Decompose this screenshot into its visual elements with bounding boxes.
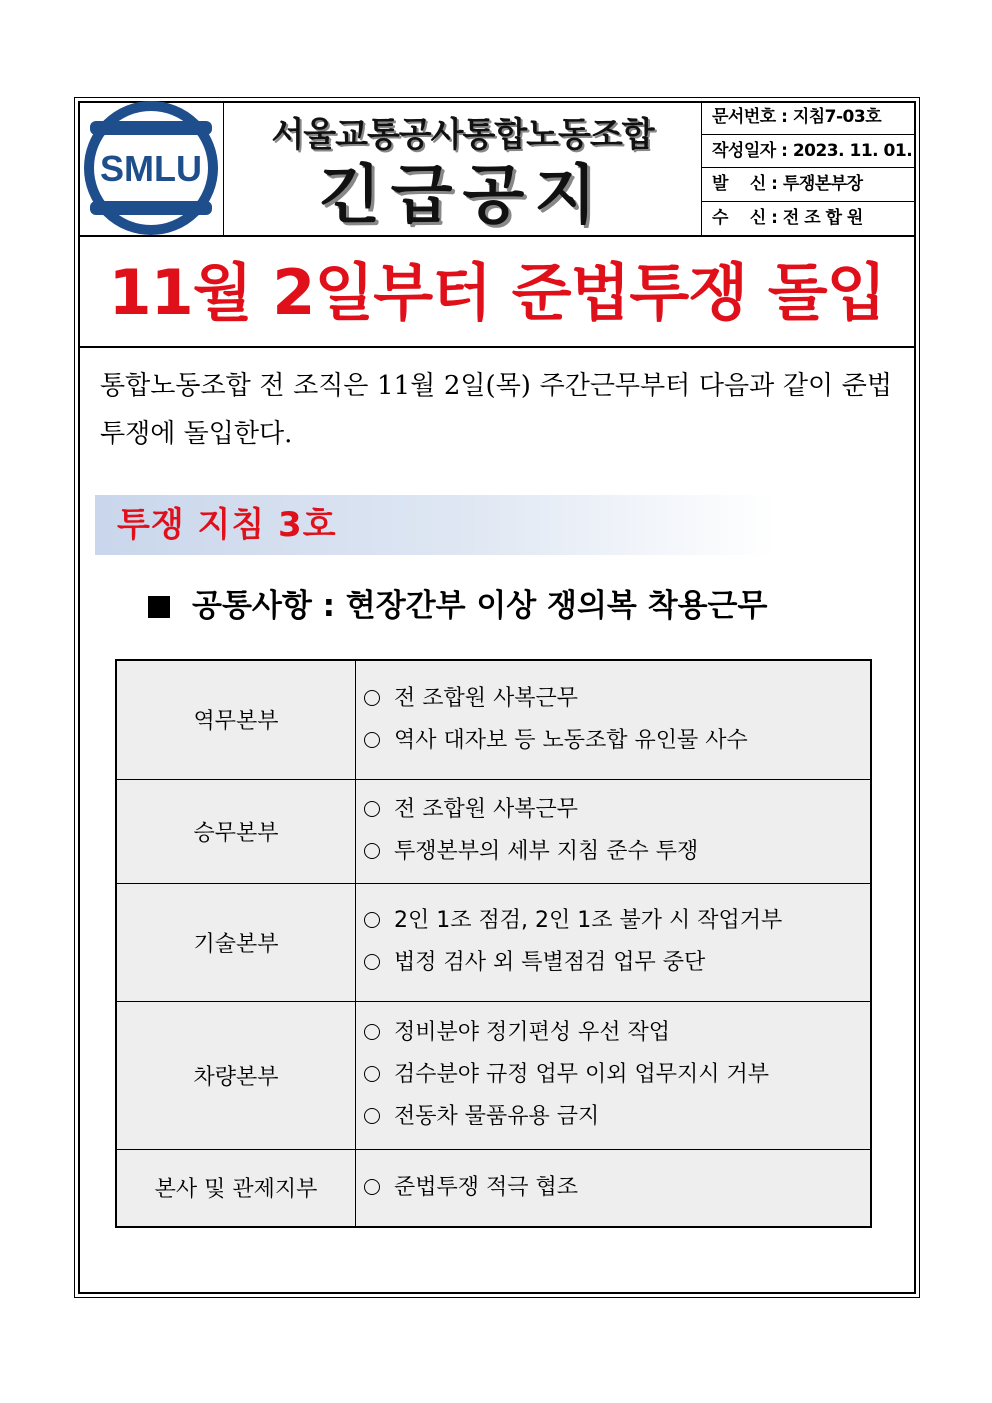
guideline-table <box>115 659 872 1228</box>
item-text: 전 조합원 사복근무 <box>394 797 579 822</box>
list-item <box>364 789 862 831</box>
list-item <box>364 678 862 720</box>
logo-text: SMLU <box>100 148 202 189</box>
dept-cell: 역무본부 <box>116 660 356 779</box>
circle-bullet-icon <box>364 801 380 817</box>
item-text: 법정 검사 외 특별점검 업무 중단 <box>394 950 706 975</box>
item-text: 전 조합원 사복근무 <box>394 685 579 711</box>
item-text: 전동차 물품유용 금지 <box>394 1104 600 1129</box>
meta-recipient: 수 신 : 전 조 합 원 <box>712 207 863 228</box>
circle-bullet-icon <box>364 1179 380 1195</box>
item-text: 투쟁본부의 세부 지침 준수 투쟁 <box>394 839 699 864</box>
table-row <box>116 779 871 883</box>
dept-cell: 본사 및 관제지부 <box>116 1149 356 1227</box>
list-item <box>364 831 862 873</box>
circle-bullet-icon <box>364 732 380 748</box>
headline-box <box>78 237 916 348</box>
list-item <box>364 900 862 942</box>
list-item <box>364 942 862 984</box>
headline: 11월 2일부터 준법투쟁 돌입 <box>108 256 886 329</box>
notice-title: 긴급공지 <box>318 159 607 233</box>
smlu-logo <box>78 101 224 235</box>
circle-bullet-icon <box>364 690 380 706</box>
items-cell <box>356 660 872 779</box>
item-text: 정비분야 정기편성 우선 작업 <box>394 1020 671 1045</box>
list-item <box>364 720 862 762</box>
meta-date: 작성일자 : 2023. 11. 01. <box>702 135 916 169</box>
items-cell <box>356 779 872 883</box>
items-cell <box>356 883 872 1001</box>
meta-sender: 발 신 : 투쟁본부장 <box>702 168 916 202</box>
list-item <box>364 1012 862 1054</box>
black-square-icon <box>148 596 170 618</box>
org-name: 서울교통공사통합노동조합 <box>271 115 654 155</box>
circle-bullet-icon <box>364 954 380 970</box>
circle-bullet-icon <box>364 1024 380 1040</box>
table-row <box>116 660 871 779</box>
items-cell <box>356 1001 872 1149</box>
item-text: 준법투쟁 적극 협조 <box>394 1174 579 1200</box>
dept-cell: 차량본부 <box>116 1001 356 1149</box>
section-banner <box>95 495 775 555</box>
document-meta <box>702 101 916 235</box>
dept-cell: 승무본부 <box>116 779 356 883</box>
dept-cell: 기술본부 <box>116 883 356 1001</box>
list-item <box>364 1096 862 1138</box>
item-text: 역사 대자보 등 노동조합 유인물 사수 <box>394 727 748 753</box>
circle-bullet-icon <box>364 843 380 859</box>
items-cell <box>356 1149 872 1227</box>
common-matters-text: 공통사항 : 현장간부 이상 쟁의복 착용근무 <box>192 588 768 624</box>
logo-cell <box>78 101 224 235</box>
title-cell <box>224 101 702 235</box>
section-title: 투쟁 지침 3호 <box>117 505 337 545</box>
meta-doc-number: 문서번호 : 지침7-03호 <box>702 101 916 135</box>
common-matters <box>148 582 888 630</box>
list-item <box>364 1167 862 1209</box>
circle-bullet-icon <box>364 1066 380 1082</box>
circle-bullet-icon <box>364 1108 380 1124</box>
item-text: 검수분야 규정 업무 이외 업무지시 거부 <box>394 1062 769 1087</box>
table-row <box>116 883 871 1001</box>
item-text: 2인 1조 점검, 2인 1조 불가 시 작업거부 <box>394 908 783 933</box>
circle-bullet-icon <box>364 912 380 928</box>
intro-paragraph: 통합노동조합 전 조직은 11월 2일(목) 주간근무부터 다음과 같이 준법투쟁에 돌입한다. <box>100 371 892 449</box>
notice-header <box>78 101 916 237</box>
list-item <box>364 1054 862 1096</box>
table-row <box>116 1001 871 1149</box>
table-row <box>116 1149 871 1227</box>
